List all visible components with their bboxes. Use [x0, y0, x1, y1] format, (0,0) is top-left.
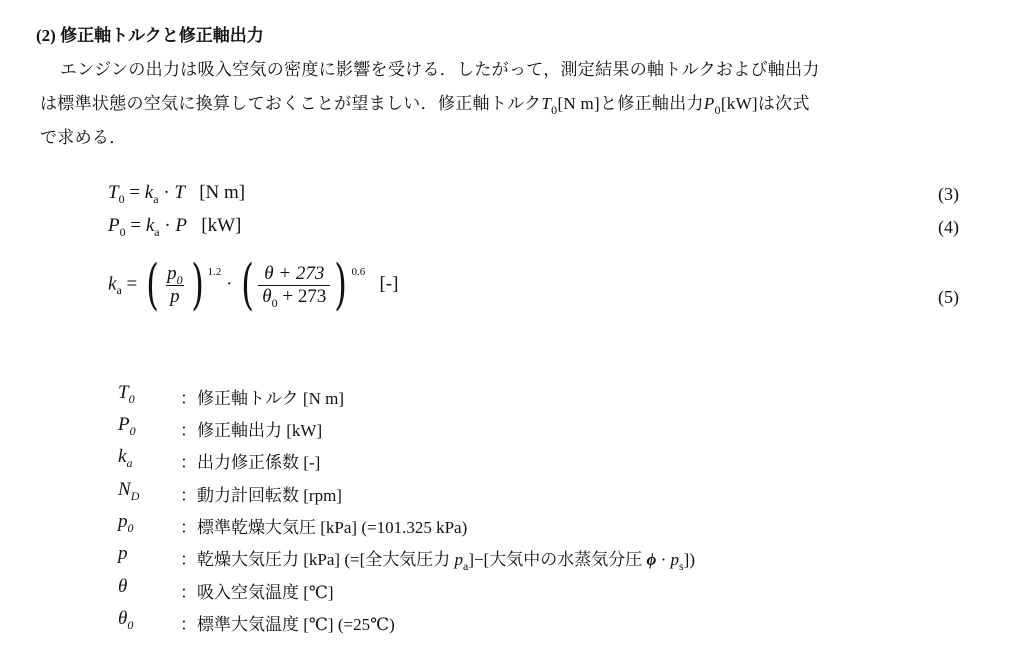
- equation-number-3: (3): [938, 184, 959, 204]
- equation-number-4: (4): [938, 217, 959, 237]
- paragraph-line-1: エンジンの出力は吸入空気の密度に影響を受ける．したがって，測定結果の軸トルクおよび軸出力: [60, 60, 820, 79]
- equation-4: $P_0 = k_a \cdot P$ [kW]: [108, 215, 242, 239]
- equation-5: $k_a$ = ( $\frac{p_0}{p}$ ) $^{1.2}$ · ( $\frac{\theta + 273}{\theta_0 + 273}$ ) $^{0.6}$ [-]: [108, 253, 399, 316]
- paragraph-line-2: は標準状態の空気に換算しておくことが望ましい．修正軸トルク$T_0[N$ m]と修正軸出力$P_0[kW]$は次式: [40, 94, 810, 117]
- fraction-theta: $\frac{\theta + 273}{\theta_0 + 273}$: [258, 263, 330, 308]
- section-heading: (2) 修正軸トルクと修正軸出力: [36, 26, 264, 45]
- equation-number-5: (5): [938, 287, 959, 307]
- paragraph-line-3: で求める．: [40, 128, 127, 147]
- fraction-p0-over-p: $\frac{p_0}{p}$: [167, 262, 183, 307]
- equation-3: $T_0 = k_a \cdot T$ [N m]: [108, 182, 246, 206]
